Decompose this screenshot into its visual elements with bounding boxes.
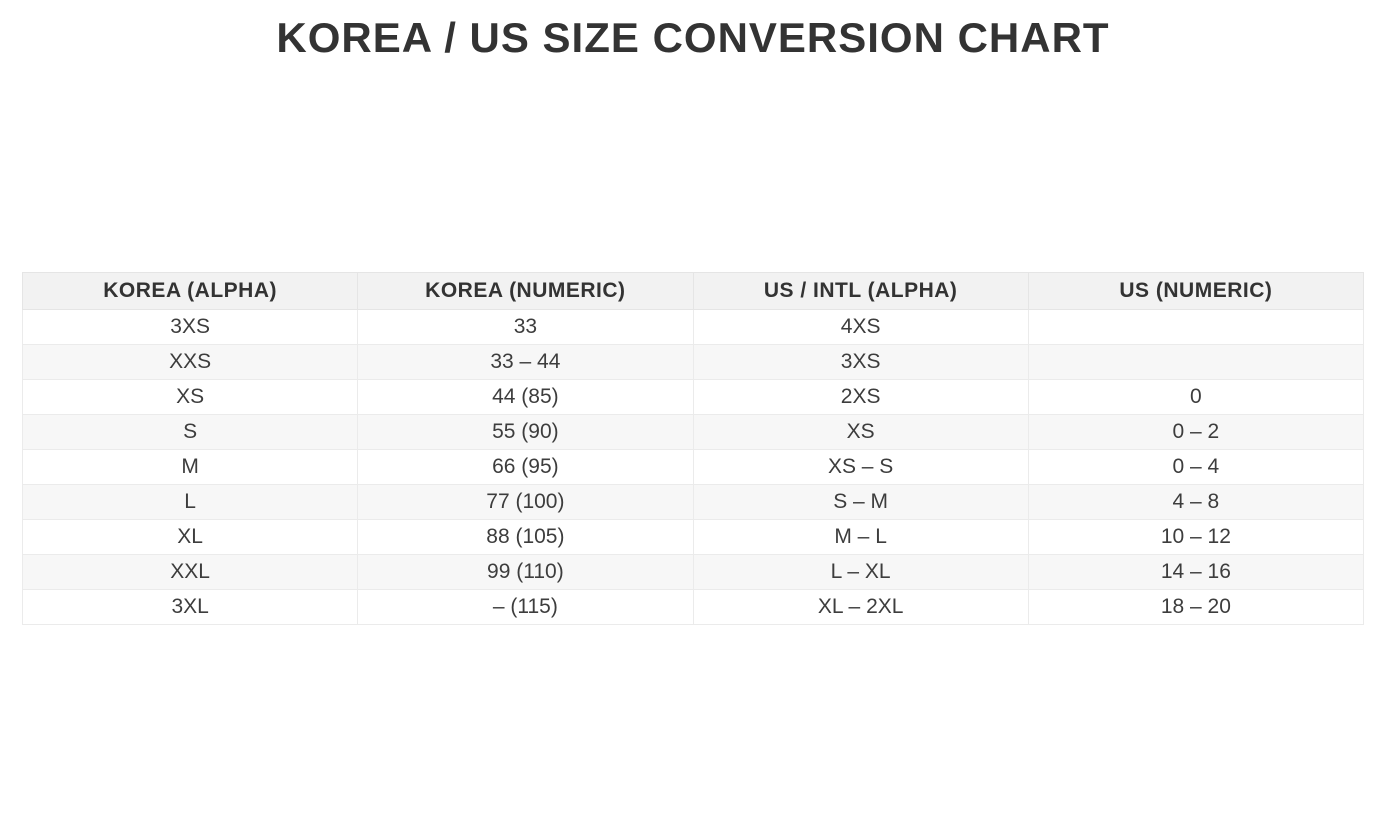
table-cell bbox=[1028, 310, 1363, 345]
table-cell: S bbox=[23, 415, 358, 450]
table-cell: 55 (90) bbox=[358, 415, 693, 450]
table-cell: 3XS bbox=[23, 310, 358, 345]
table-cell: XXL bbox=[23, 555, 358, 590]
table-cell: S – M bbox=[693, 485, 1028, 520]
table-row bbox=[23, 590, 1364, 625]
table-cell: XS bbox=[693, 415, 1028, 450]
table-cell: L bbox=[23, 485, 358, 520]
table-row bbox=[23, 555, 1364, 590]
table-cell: – (115) bbox=[358, 590, 693, 625]
column-header: US / INTL (ALPHA) bbox=[693, 273, 1028, 310]
page-title: KOREA / US SIZE CONVERSION CHART bbox=[276, 14, 1110, 61]
size-conversion-table bbox=[22, 272, 1364, 625]
table-cell: 44 (85) bbox=[358, 380, 693, 415]
table-cell: 88 (105) bbox=[358, 520, 693, 555]
table-cell: 0 bbox=[1028, 380, 1363, 415]
table-cell: 99 (110) bbox=[358, 555, 693, 590]
table-cell: 2XS bbox=[693, 380, 1028, 415]
table-cell: 10 – 12 bbox=[1028, 520, 1363, 555]
table-cell: L – XL bbox=[693, 555, 1028, 590]
table-cell: 77 (100) bbox=[358, 485, 693, 520]
table-cell: M – L bbox=[693, 520, 1028, 555]
table-row bbox=[23, 520, 1364, 555]
table-row bbox=[23, 485, 1364, 520]
table-cell: 4 – 8 bbox=[1028, 485, 1363, 520]
table-cell: XS – S bbox=[693, 450, 1028, 485]
table-cell: XL – 2XL bbox=[693, 590, 1028, 625]
table-cell: 14 – 16 bbox=[1028, 555, 1363, 590]
table-cell: XL bbox=[23, 520, 358, 555]
table-row bbox=[23, 415, 1364, 450]
size-conversion-table-container bbox=[22, 272, 1364, 625]
table-cell: 33 – 44 bbox=[358, 345, 693, 380]
table-cell: XXS bbox=[23, 345, 358, 380]
header-row bbox=[23, 273, 1364, 310]
table-cell: 0 – 2 bbox=[1028, 415, 1363, 450]
table-cell bbox=[1028, 345, 1363, 380]
column-header: KOREA (NUMERIC) bbox=[358, 273, 693, 310]
table-cell: 33 bbox=[358, 310, 693, 345]
column-header: KOREA (ALPHA) bbox=[23, 273, 358, 310]
table-row bbox=[23, 380, 1364, 415]
table-body bbox=[23, 310, 1364, 625]
table-cell: 3XS bbox=[693, 345, 1028, 380]
table-cell: XS bbox=[23, 380, 358, 415]
table-row bbox=[23, 310, 1364, 345]
table-cell: 3XL bbox=[23, 590, 358, 625]
table-cell: 66 (95) bbox=[358, 450, 693, 485]
table-row bbox=[23, 345, 1364, 380]
table-cell: M bbox=[23, 450, 358, 485]
table-head bbox=[23, 273, 1364, 310]
table-row bbox=[23, 450, 1364, 485]
column-header: US (NUMERIC) bbox=[1028, 273, 1363, 310]
table-cell: 18 – 20 bbox=[1028, 590, 1363, 625]
table-cell: 0 – 4 bbox=[1028, 450, 1363, 485]
table-cell: 4XS bbox=[693, 310, 1028, 345]
